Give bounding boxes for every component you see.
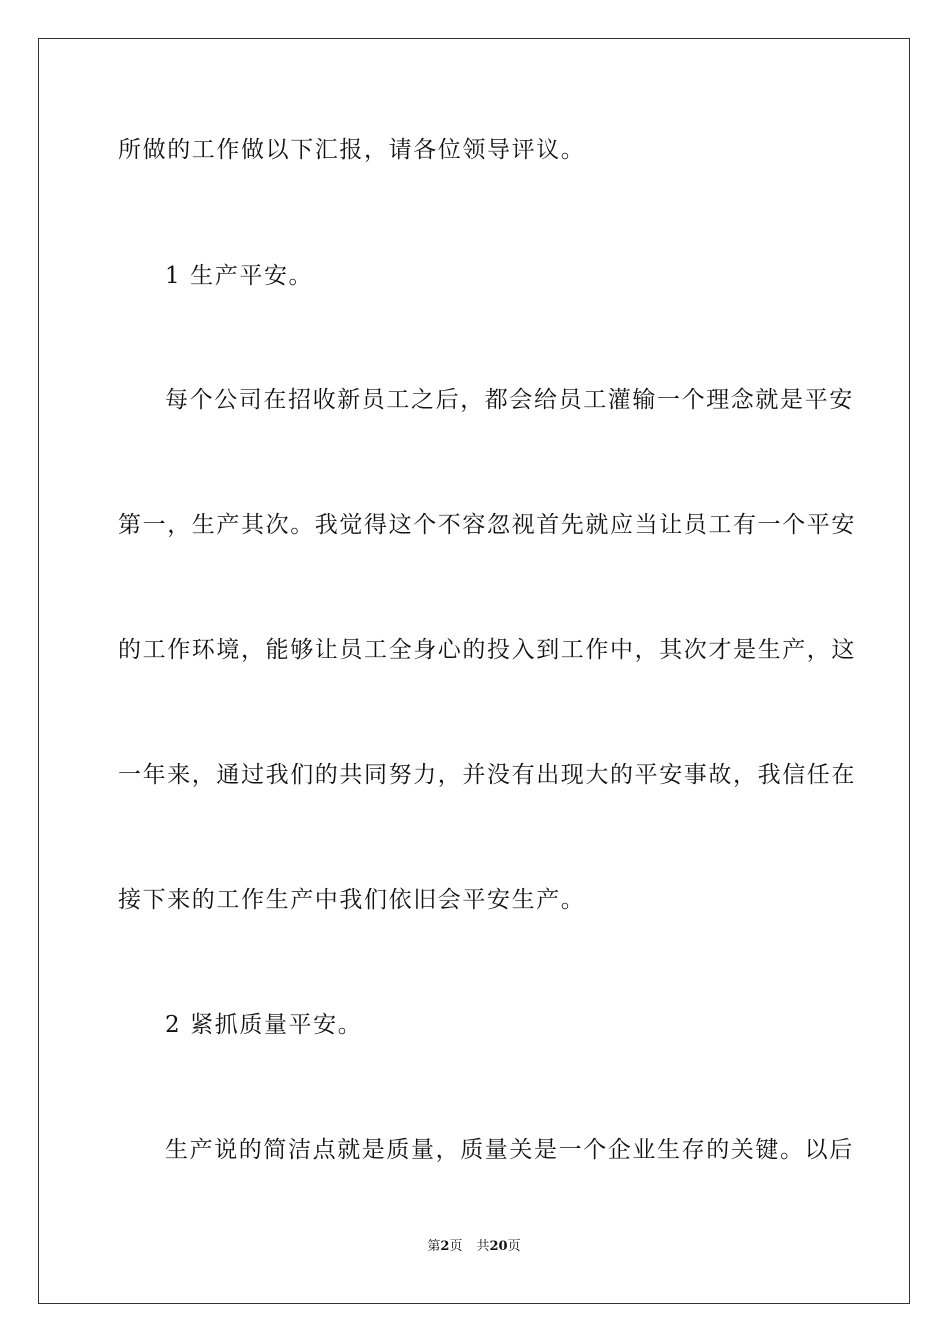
total-prefix: 共	[476, 1239, 490, 1254]
paragraph-line-3: 第一，生产其次。我觉得这个不容忽视首先就应当让员工有一个平安	[118, 512, 856, 538]
paragraph-line-2: 每个公司在招收新员工之后，都会给员工灌输一个理念就是平安	[165, 387, 854, 413]
total-pages: 20	[489, 1239, 508, 1254]
paragraph-line-6: 接下来的工作生产中我们依旧会平安生产。	[118, 887, 586, 913]
total-suffix: 页	[507, 1239, 521, 1254]
page-footer	[39, 1235, 909, 1254]
paragraph-line-4: 的工作环境，能够让员工全身心的投入到工作中，其次才是生产，这	[118, 637, 856, 663]
section-heading-2: 2 紧抓质量平安。	[165, 1012, 363, 1038]
paragraph-line-5: 一年来，通过我们的共同努力，并没有出现大的平安事故，我信任在	[118, 762, 856, 788]
section-heading-1: 1 生产平安。	[165, 263, 314, 289]
document-page	[38, 38, 910, 1304]
page-number: 2	[440, 1239, 450, 1254]
paragraph-line-7: 生产说的简洁点就是质量，质量关是一个企业生存的关键。以后	[165, 1137, 854, 1163]
page-prefix: 第	[427, 1239, 441, 1254]
page-suffix: 页	[449, 1239, 463, 1254]
paragraph-line-1: 所做的工作做以下汇报，请各位领导评议。	[118, 137, 586, 163]
